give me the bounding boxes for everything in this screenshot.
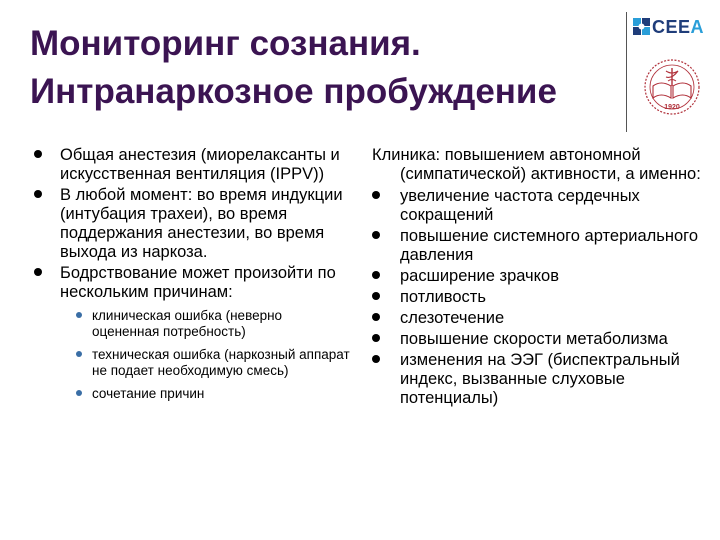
sub-bullet-icon	[76, 390, 82, 396]
left-list-item	[32, 186, 352, 262]
sub-bullet-icon	[76, 351, 82, 357]
right-list-item-text: изменения на ЭЭГ (биспектральный индекс, вызванные слуховые потенциалы)	[400, 351, 680, 407]
right-list-item-text: слезотечение	[400, 309, 505, 327]
right-list-item	[372, 330, 707, 349]
ceea-logo-text-part2: A	[690, 17, 705, 37]
emblem-year: 1920	[664, 104, 680, 111]
causes-sublist	[60, 308, 352, 402]
bullet-icon	[372, 271, 380, 279]
right-list-item-text: повышение системного артериального давления	[400, 227, 699, 264]
left-list-item	[32, 264, 352, 402]
sub-list-item	[60, 386, 352, 402]
sub-list-item-text: техническая ошибка (наркозный аппарат не подает необходимую смесь)	[92, 347, 350, 378]
left-column-list	[32, 146, 352, 409]
right-list-item	[372, 288, 707, 307]
sub-list-item	[60, 347, 352, 379]
right-list-item	[372, 267, 707, 286]
bullet-icon	[34, 268, 42, 276]
bullet-icon	[372, 334, 380, 342]
left-list-item-text: В любой момент: во время индукции (интубация трахеи), во время поддержания анестезии, во время выхода из наркоза.	[60, 186, 343, 261]
bullet-icon	[34, 190, 42, 198]
right-column-list	[372, 146, 707, 410]
ceea-logo-text-part1: CEE	[652, 17, 691, 37]
bullet-icon	[34, 150, 42, 158]
slide-title-line-1: Мониторинг сознания.	[30, 24, 421, 63]
left-list-item	[32, 146, 352, 184]
bullet-icon	[372, 313, 380, 321]
right-list-item	[372, 227, 707, 265]
right-list-item	[372, 309, 707, 328]
sub-bullet-icon	[76, 312, 82, 318]
sub-list-item-text: сочетание причин	[92, 386, 205, 401]
ceea-mark-icon	[633, 18, 650, 35]
left-list-item-text: Бодрствование может произойти по нескольким причинам:	[60, 264, 336, 301]
slide-title-line-2: Интранаркозное пробуждение	[30, 72, 557, 111]
society-emblem-icon	[639, 56, 705, 120]
bullet-icon	[372, 231, 380, 239]
clinical-signs-lead: Клиника: повышением автономной (симпатической) активности, а именно:	[372, 146, 701, 183]
sub-list-item-text: клиническая ошибка (неверно оцененная потребность)	[92, 308, 283, 339]
ceea-logo-text	[652, 16, 704, 38]
bullet-icon	[372, 292, 380, 300]
bullet-icon	[372, 191, 380, 199]
right-list-item-text: расширение зрачков	[400, 267, 559, 285]
right-list-item	[372, 351, 707, 408]
right-list-item-text: увеличение частота сердечных сокращений	[400, 187, 640, 224]
left-list-item-text: Общая анестезия (миорелаксанты и искусственная вентиляция (IPPV))	[60, 146, 340, 183]
right-list-item	[372, 187, 707, 225]
sub-list-item	[60, 308, 352, 340]
header-divider	[626, 12, 627, 132]
right-list-item-text: потливость	[400, 288, 486, 306]
right-list-item-text: повышение скорости метаболизма	[400, 330, 668, 348]
bullet-icon	[372, 355, 380, 363]
slide-title	[30, 20, 615, 116]
ceea-logo	[633, 14, 715, 124]
